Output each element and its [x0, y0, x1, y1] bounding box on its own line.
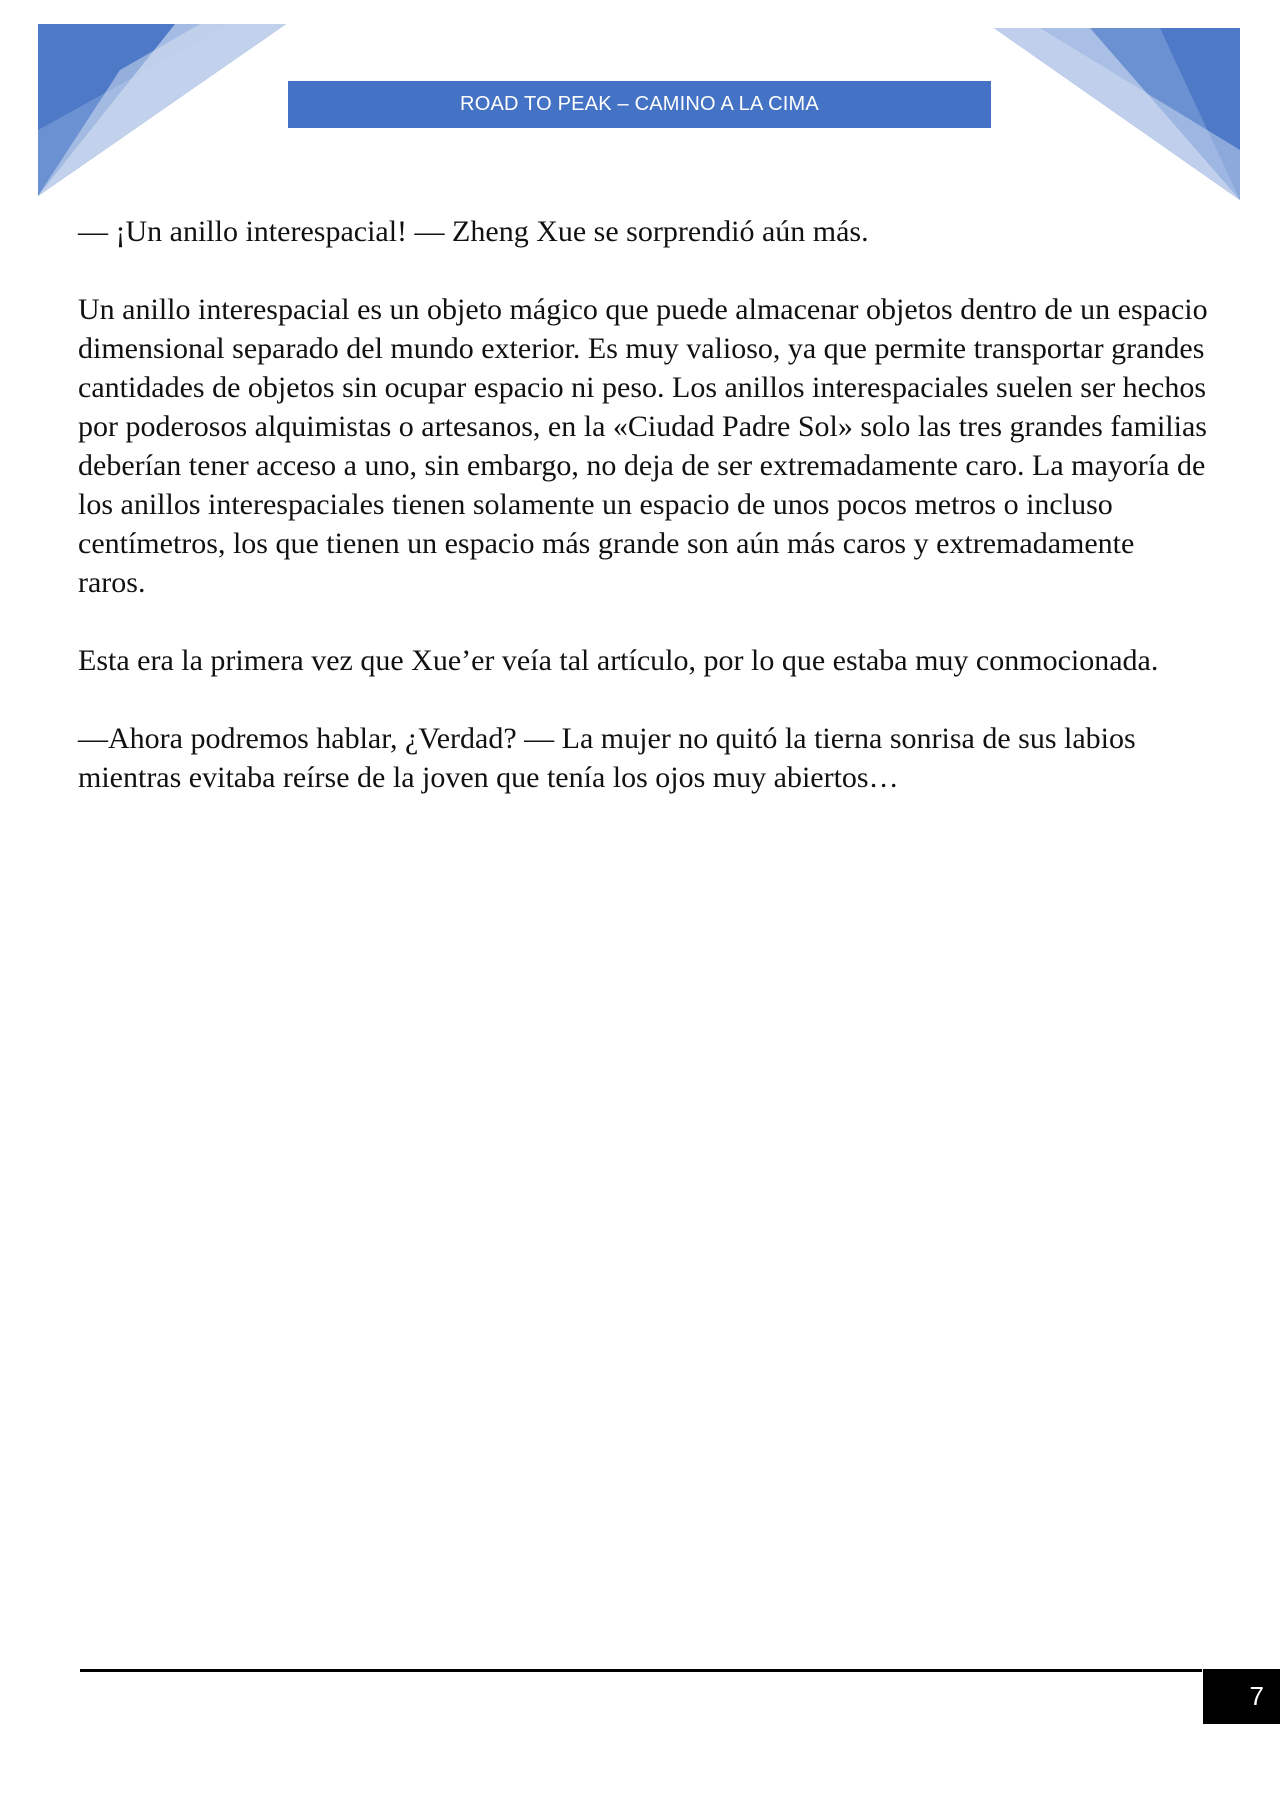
footer-divider: [80, 1669, 1202, 1672]
page-body: [78, 212, 1208, 836]
paragraph-explanation: Un anillo interespacial es un objeto mágico que puede almacenar objetos dentro de un espacio dimensional separado del mundo exterior. Es muy valioso, ya que permite transportar grandes cantidades de objetos sin ocupar espacio ni peso. Los anillos interespaciales suelen ser hechos por poderosos alquimistas o artesanos, en la «Ciudad Padre Sol» solo las tres grandes familias deberían tener acceso a uno, sin embargo, no deja de ser extremadamente caro. La mayoría de los anillos interespaciales tienen solamente un espacio de unos pocos metros o incluso centímetros, los que tienen un espacio más grande son aún más caros y extremadamente raros.: [78, 293, 1208, 599]
paragraph-dialogue-2: —Ahora podremos hablar, ¿Verdad? — La mujer no quitó la tierna sonrisa de sus labios mientras evitaba reírse de la joven que tenía los ojos muy abiertos…: [78, 722, 1136, 794]
header-title-banner: ROAD TO PEAK – CAMINO A LA CIMA: [288, 81, 991, 128]
paragraph-dialogue-1: — ¡Un anillo interespacial! — Zheng Xue se sorprendió aún más.: [78, 215, 869, 248]
paragraph-narration: Esta era la primera vez que Xue’er veía tal artículo, por lo que estaba muy conmocionada.: [78, 644, 1159, 677]
corner-decoration-right: [980, 0, 1280, 210]
corner-decoration-left: [0, 0, 300, 210]
page-number: 7: [1203, 1669, 1280, 1724]
